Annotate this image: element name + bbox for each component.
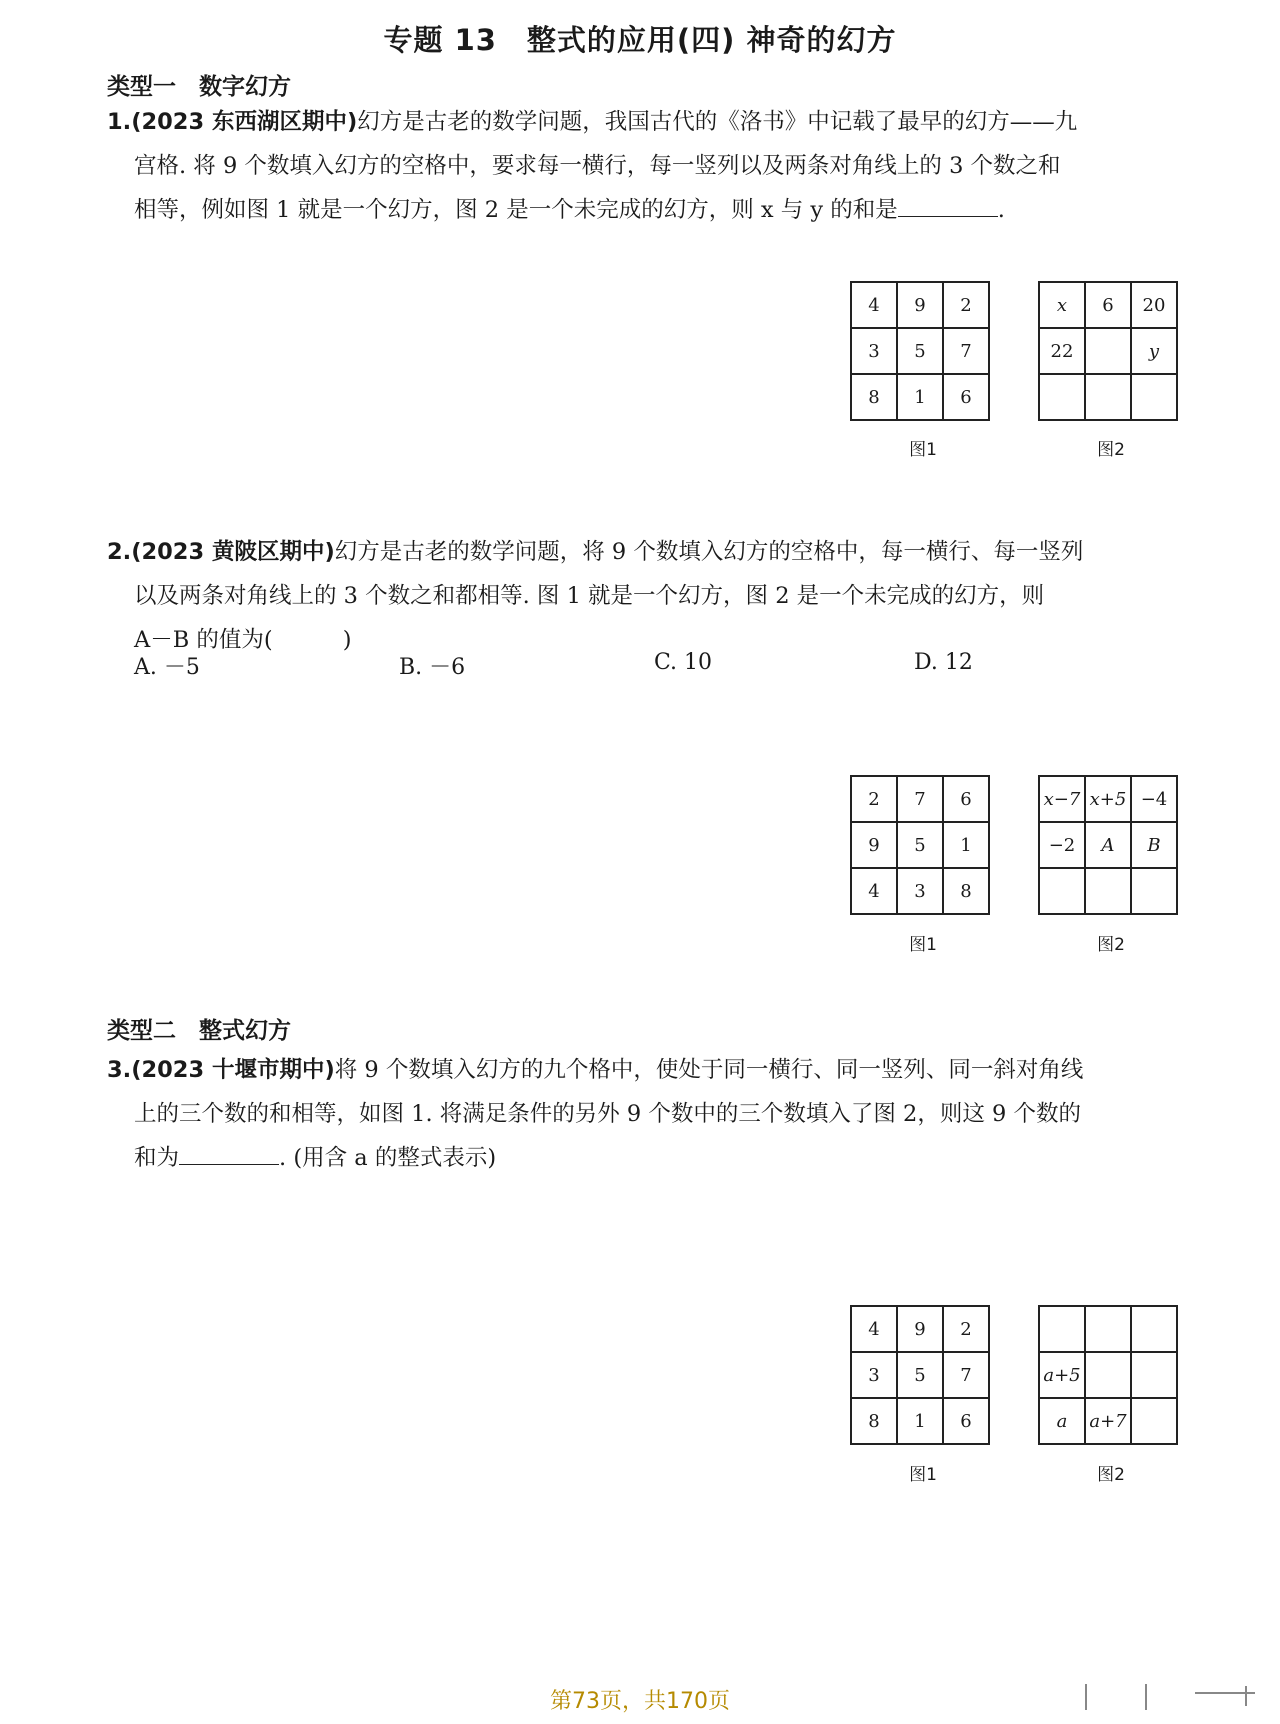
problem-text: 和为 (134, 1145, 180, 1171)
grid-cell: 9 (897, 1306, 943, 1352)
grid-cell: y (1131, 328, 1177, 374)
problem-text: ) (342, 627, 352, 653)
problem-text: . (用含 a 的整式表示) (279, 1145, 497, 1171)
grid-cell (1131, 868, 1177, 914)
problem-text: . (997, 197, 1005, 223)
grid-cell: 6 (1085, 282, 1131, 328)
option-c[interactable]: C. 10 (654, 650, 713, 675)
grid-cell: 3 (897, 868, 943, 914)
grid-row (851, 822, 989, 868)
magic-square-figure (1038, 1305, 1178, 1445)
grid-cell (1085, 1306, 1131, 1352)
grid-cell: B (1131, 822, 1177, 868)
grid-row (851, 868, 989, 914)
grid-row (851, 328, 989, 374)
answer-blank[interactable] (179, 1144, 279, 1165)
figure-caption: 图2 (1097, 935, 1125, 955)
problem-source: (2023 十堰市期中) (131, 1057, 335, 1083)
grid-cell: 7 (943, 1352, 989, 1398)
grid-cell: x−7 (1039, 776, 1085, 822)
grid-cell: A (1085, 822, 1131, 868)
grid-cell: 8 (943, 868, 989, 914)
magic-square-figure (1038, 281, 1178, 421)
grid-cell: −2 (1039, 822, 1085, 868)
grid-cell (1039, 868, 1085, 914)
grid-cell: 6 (943, 374, 989, 420)
magic-square-figure (1038, 775, 1178, 915)
grid-cell: a+5 (1039, 1352, 1085, 1398)
problem-text: 相等，例如图 1 就是一个幻方，图 2 是一个未完成的幻方，则 x 与 y 的和是 (134, 197, 898, 223)
grid-cell (1039, 374, 1085, 420)
grid-cell: 1 (897, 374, 943, 420)
figure-caption: 图1 (909, 1465, 937, 1485)
grid-cell (1039, 1306, 1085, 1352)
grid-cell: 3 (851, 328, 897, 374)
problem-2 (107, 530, 1182, 662)
grid-cell (1131, 1398, 1177, 1444)
toolbar-divider-icon (1245, 1686, 1247, 1706)
grid-row (1039, 1306, 1177, 1352)
grid-cell (1085, 868, 1131, 914)
figure-caption: 图2 (1097, 440, 1125, 460)
grid-cell: 6 (943, 776, 989, 822)
answer-blank[interactable] (898, 196, 998, 217)
problem-3 (107, 1048, 1182, 1180)
figure-caption: 图1 (909, 935, 937, 955)
grid-cell (1131, 1352, 1177, 1398)
grid-cell: 5 (897, 328, 943, 374)
grid-row (1039, 374, 1177, 420)
grid-cell: 1 (943, 822, 989, 868)
grid-cell: 9 (897, 282, 943, 328)
grid-cell (1085, 328, 1131, 374)
problem-1 (107, 100, 1182, 232)
grid-cell: 1 (897, 1398, 943, 1444)
grid-cell: 2 (851, 776, 897, 822)
grid-row (1039, 328, 1177, 374)
grid-row (851, 1398, 989, 1444)
grid-row (1039, 868, 1177, 914)
grid-cell: 4 (851, 1306, 897, 1352)
problem-text: 幻方是古老的数学问题，我国古代的《洛书》中记载了最早的幻方——九 (357, 109, 1078, 135)
problem-text: 将 9 个数填入幻方的九个格中，使处于同一横行、同一竖列、同一斜对角线 (334, 1057, 1084, 1083)
grid-row (851, 1352, 989, 1398)
problem-text: A－B 的值为( (134, 627, 273, 653)
option-b[interactable]: B. －6 (399, 655, 466, 680)
grid-row (851, 776, 989, 822)
grid-row (851, 374, 989, 420)
section-heading-2: 类型二 整式幻方 (107, 1018, 291, 1044)
figure-caption: 图1 (909, 440, 937, 460)
figure-caption: 图2 (1097, 1465, 1125, 1485)
problem-source: (2023 黄陂区期中) (131, 539, 335, 565)
viewer-toolbar (1085, 1678, 1265, 1714)
problem-text: 上的三个数的和相等，如图 1. 将满足条件的另外 9 个数中的三个数填入了图 2，则这 9 个数的 (134, 1101, 1081, 1127)
page-indicator: 第73页，共170页 (550, 1689, 730, 1714)
grid-row (851, 282, 989, 328)
toolbar-divider-icon (1085, 1684, 1087, 1710)
grid-cell: x (1039, 282, 1085, 328)
section-heading-1: 类型一 数字幻方 (107, 74, 291, 100)
problem-number: 3. (107, 1057, 132, 1083)
grid-cell: 7 (943, 328, 989, 374)
grid-cell: 8 (851, 1398, 897, 1444)
grid-row (1039, 776, 1177, 822)
grid-cell: 7 (897, 776, 943, 822)
grid-cell (1131, 1306, 1177, 1352)
magic-square-figure (850, 1305, 990, 1445)
grid-cell (1085, 374, 1131, 420)
toolbar-divider-icon (1145, 1684, 1147, 1710)
magic-square-figure (850, 775, 990, 915)
grid-cell: 9 (851, 822, 897, 868)
problem-text: 宫格. 将 9 个数填入幻方的空格中，要求每一横行，每一竖列以及两条对角线上的 3 个数之和 (134, 153, 1061, 179)
grid-cell: 5 (897, 1352, 943, 1398)
grid-row (851, 1306, 989, 1352)
problem-number: 2. (107, 539, 132, 565)
grid-cell: 2 (943, 1306, 989, 1352)
grid-cell: 20 (1131, 282, 1177, 328)
grid-row (1039, 1352, 1177, 1398)
grid-cell: a (1039, 1398, 1085, 1444)
problem-text: 以及两条对角线上的 3 个数之和都相等. 图 1 就是一个幻方，图 2 是一个未完成的幻方，则 (134, 583, 1045, 609)
page-title: 专题 13 整式的应用(四) 神奇的幻方 (383, 23, 897, 57)
grid-cell (1085, 1352, 1131, 1398)
option-d[interactable]: D. 12 (914, 650, 973, 675)
option-a[interactable]: A. －5 (134, 655, 200, 680)
grid-cell: 6 (943, 1398, 989, 1444)
grid-row (1039, 822, 1177, 868)
grid-cell: 22 (1039, 328, 1085, 374)
grid-cell (1131, 374, 1177, 420)
problem-number: 1. (107, 109, 132, 135)
grid-cell: 4 (851, 282, 897, 328)
grid-cell: 5 (897, 822, 943, 868)
grid-cell: a+7 (1085, 1398, 1131, 1444)
grid-row (1039, 282, 1177, 328)
grid-cell: 3 (851, 1352, 897, 1398)
grid-row (1039, 1398, 1177, 1444)
problem-text: 幻方是古老的数学问题，将 9 个数填入幻方的空格中，每一横行、每一竖列 (334, 539, 1084, 565)
grid-cell: 4 (851, 868, 897, 914)
magic-square-figure (850, 281, 990, 421)
grid-cell: 2 (943, 282, 989, 328)
grid-cell: −4 (1131, 776, 1177, 822)
grid-cell: x+5 (1085, 776, 1131, 822)
grid-cell: 8 (851, 374, 897, 420)
problem-source: (2023 东西湖区期中) (131, 109, 358, 135)
